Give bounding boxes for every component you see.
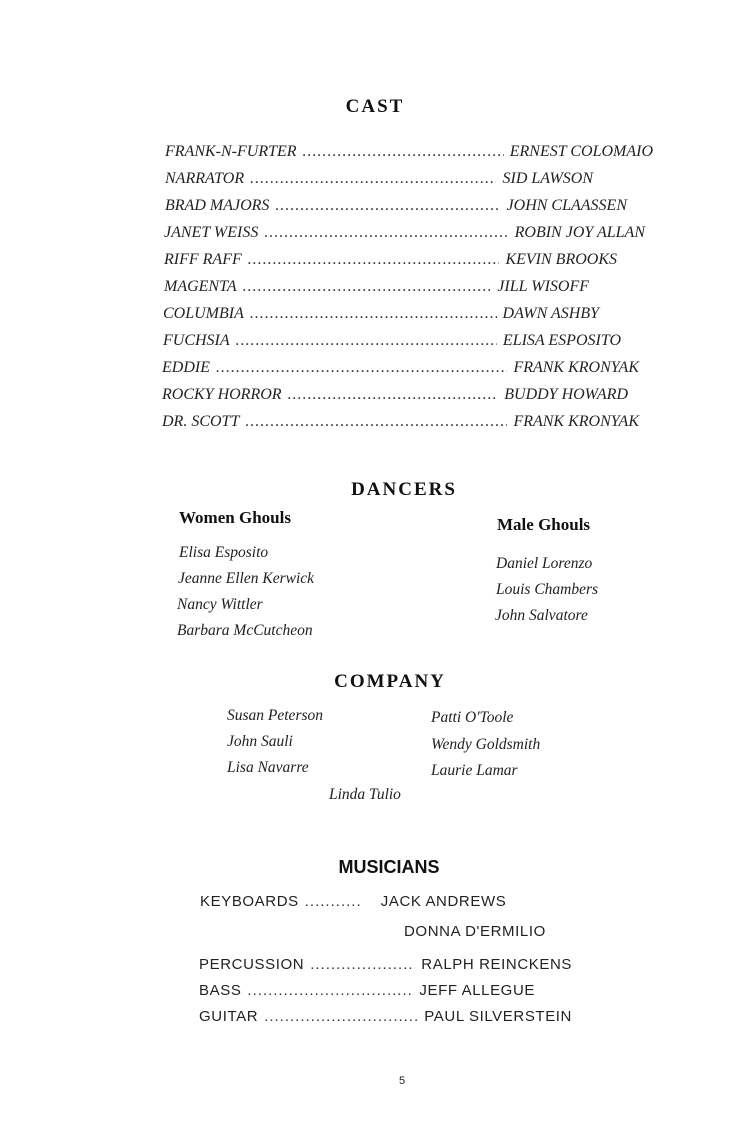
musician-row [200, 893, 544, 910]
cast-role: MAGENTA [164, 278, 237, 295]
women-ghouls-heading: Women Ghouls [179, 508, 291, 527]
leader-dots [236, 332, 497, 350]
cast-row [163, 305, 599, 323]
cast-actor: DAWN ASHBY [502, 305, 599, 322]
leader-dots [303, 143, 504, 161]
dancers-heading: DANCERS [351, 479, 457, 500]
musician-player: PAUL SILVERSTEIN [424, 1008, 572, 1025]
cast-role: EDDIE [162, 359, 210, 376]
musician-row [199, 956, 572, 973]
dancer-name: John Salvatore [495, 607, 588, 624]
cast-actor: ROBIN JOY ALLAN [514, 224, 645, 241]
cast-heading: CAST [345, 96, 405, 117]
leader-dots [250, 170, 496, 188]
musician-role: KEYBOARDS [200, 893, 299, 910]
leader-dots [216, 359, 507, 377]
cast-actor: JILL WISOFF [497, 278, 589, 295]
cast-row [165, 197, 627, 215]
musician-player: JEFF ALLEGUE [419, 982, 535, 999]
leader-dots [264, 1008, 418, 1025]
musician-row [199, 1008, 572, 1025]
dancer-name: Louis Chambers [496, 581, 599, 598]
cast-actor: FRANK KRONYAK [513, 359, 639, 376]
cast-role: DR. SCOTT [162, 413, 240, 430]
male-ghouls-heading: Male Ghouls [497, 515, 591, 534]
cast-role: COLUMBIA [163, 305, 244, 322]
cast-role: FRANK-N-FURTER [165, 143, 297, 160]
musician-player: RALPH REINCKENS [421, 956, 572, 973]
company-member: Wendy Goldsmith [431, 736, 541, 753]
musician-player: DONNA D'ERMILIO [404, 923, 546, 940]
page-number: 5 [398, 1075, 406, 1087]
cast-row [165, 143, 653, 161]
company-member: Susan Peterson [227, 707, 324, 724]
leader-dots [264, 224, 508, 242]
cast-row [164, 278, 589, 296]
cast-row [162, 413, 639, 431]
cast-row [165, 170, 593, 188]
leader-dots [248, 251, 500, 269]
cast-row [162, 386, 628, 404]
leader-dots [310, 956, 415, 973]
leader-dots [247, 982, 413, 999]
cast-actor: FRANK KRONYAK [513, 413, 639, 430]
company-member: Laurie Lamar [431, 762, 518, 779]
company-member: Linda Tulio [329, 786, 401, 803]
dancer-name: Barbara McCutcheon [177, 622, 313, 639]
musician-player: JACK ANDREWS [380, 893, 507, 910]
cast-role: FUCHSIA [163, 332, 230, 349]
leader-dots [275, 197, 500, 215]
cast-role: ROCKY HORROR [162, 386, 282, 403]
cast-role: BRAD MAJORS [165, 197, 270, 214]
leader-dots [250, 305, 497, 323]
dancer-name: Daniel Lorenzo [496, 555, 593, 572]
musician-role: BASS [199, 982, 242, 999]
musician-role: PERCUSSION [199, 956, 305, 973]
cast-actor: KEVIN BROOKS [505, 251, 617, 268]
musician-row [199, 982, 535, 999]
dancer-name: Nancy Wittler [177, 596, 263, 613]
leader-dots [305, 893, 363, 910]
dancer-name: Jeanne Ellen Kerwick [178, 570, 315, 587]
leader-dots [245, 413, 507, 431]
cast-row [164, 224, 645, 242]
cast-row [162, 359, 639, 377]
company-member: Lisa Navarre [227, 759, 309, 776]
leader-dots [243, 278, 492, 296]
cast-actor: BUDDY HOWARD [504, 386, 628, 403]
cast-role: JANET WEISS [164, 224, 259, 241]
cast-actor: ELISA ESPOSITO [502, 332, 621, 349]
company-member: John Sauli [227, 733, 293, 750]
cast-row [164, 251, 617, 269]
leader-dots [288, 386, 499, 404]
musician-role: GUITAR [199, 1008, 259, 1025]
company-member: Patti O'Toole [431, 709, 514, 726]
cast-row [163, 332, 621, 350]
dancer-name: Elisa Esposito [179, 544, 269, 561]
cast-actor: ERNEST COLOMAIO [509, 143, 653, 160]
cast-actor: SID LAWSON [502, 170, 593, 187]
cast-role: NARRATOR [165, 170, 245, 187]
company-heading: COMPANY [334, 671, 446, 692]
musicians-heading: MUSICIANS [338, 857, 440, 877]
cast-role: RIFF RAFF [164, 251, 242, 268]
cast-actor: JOHN CLAASSEN [506, 197, 627, 214]
